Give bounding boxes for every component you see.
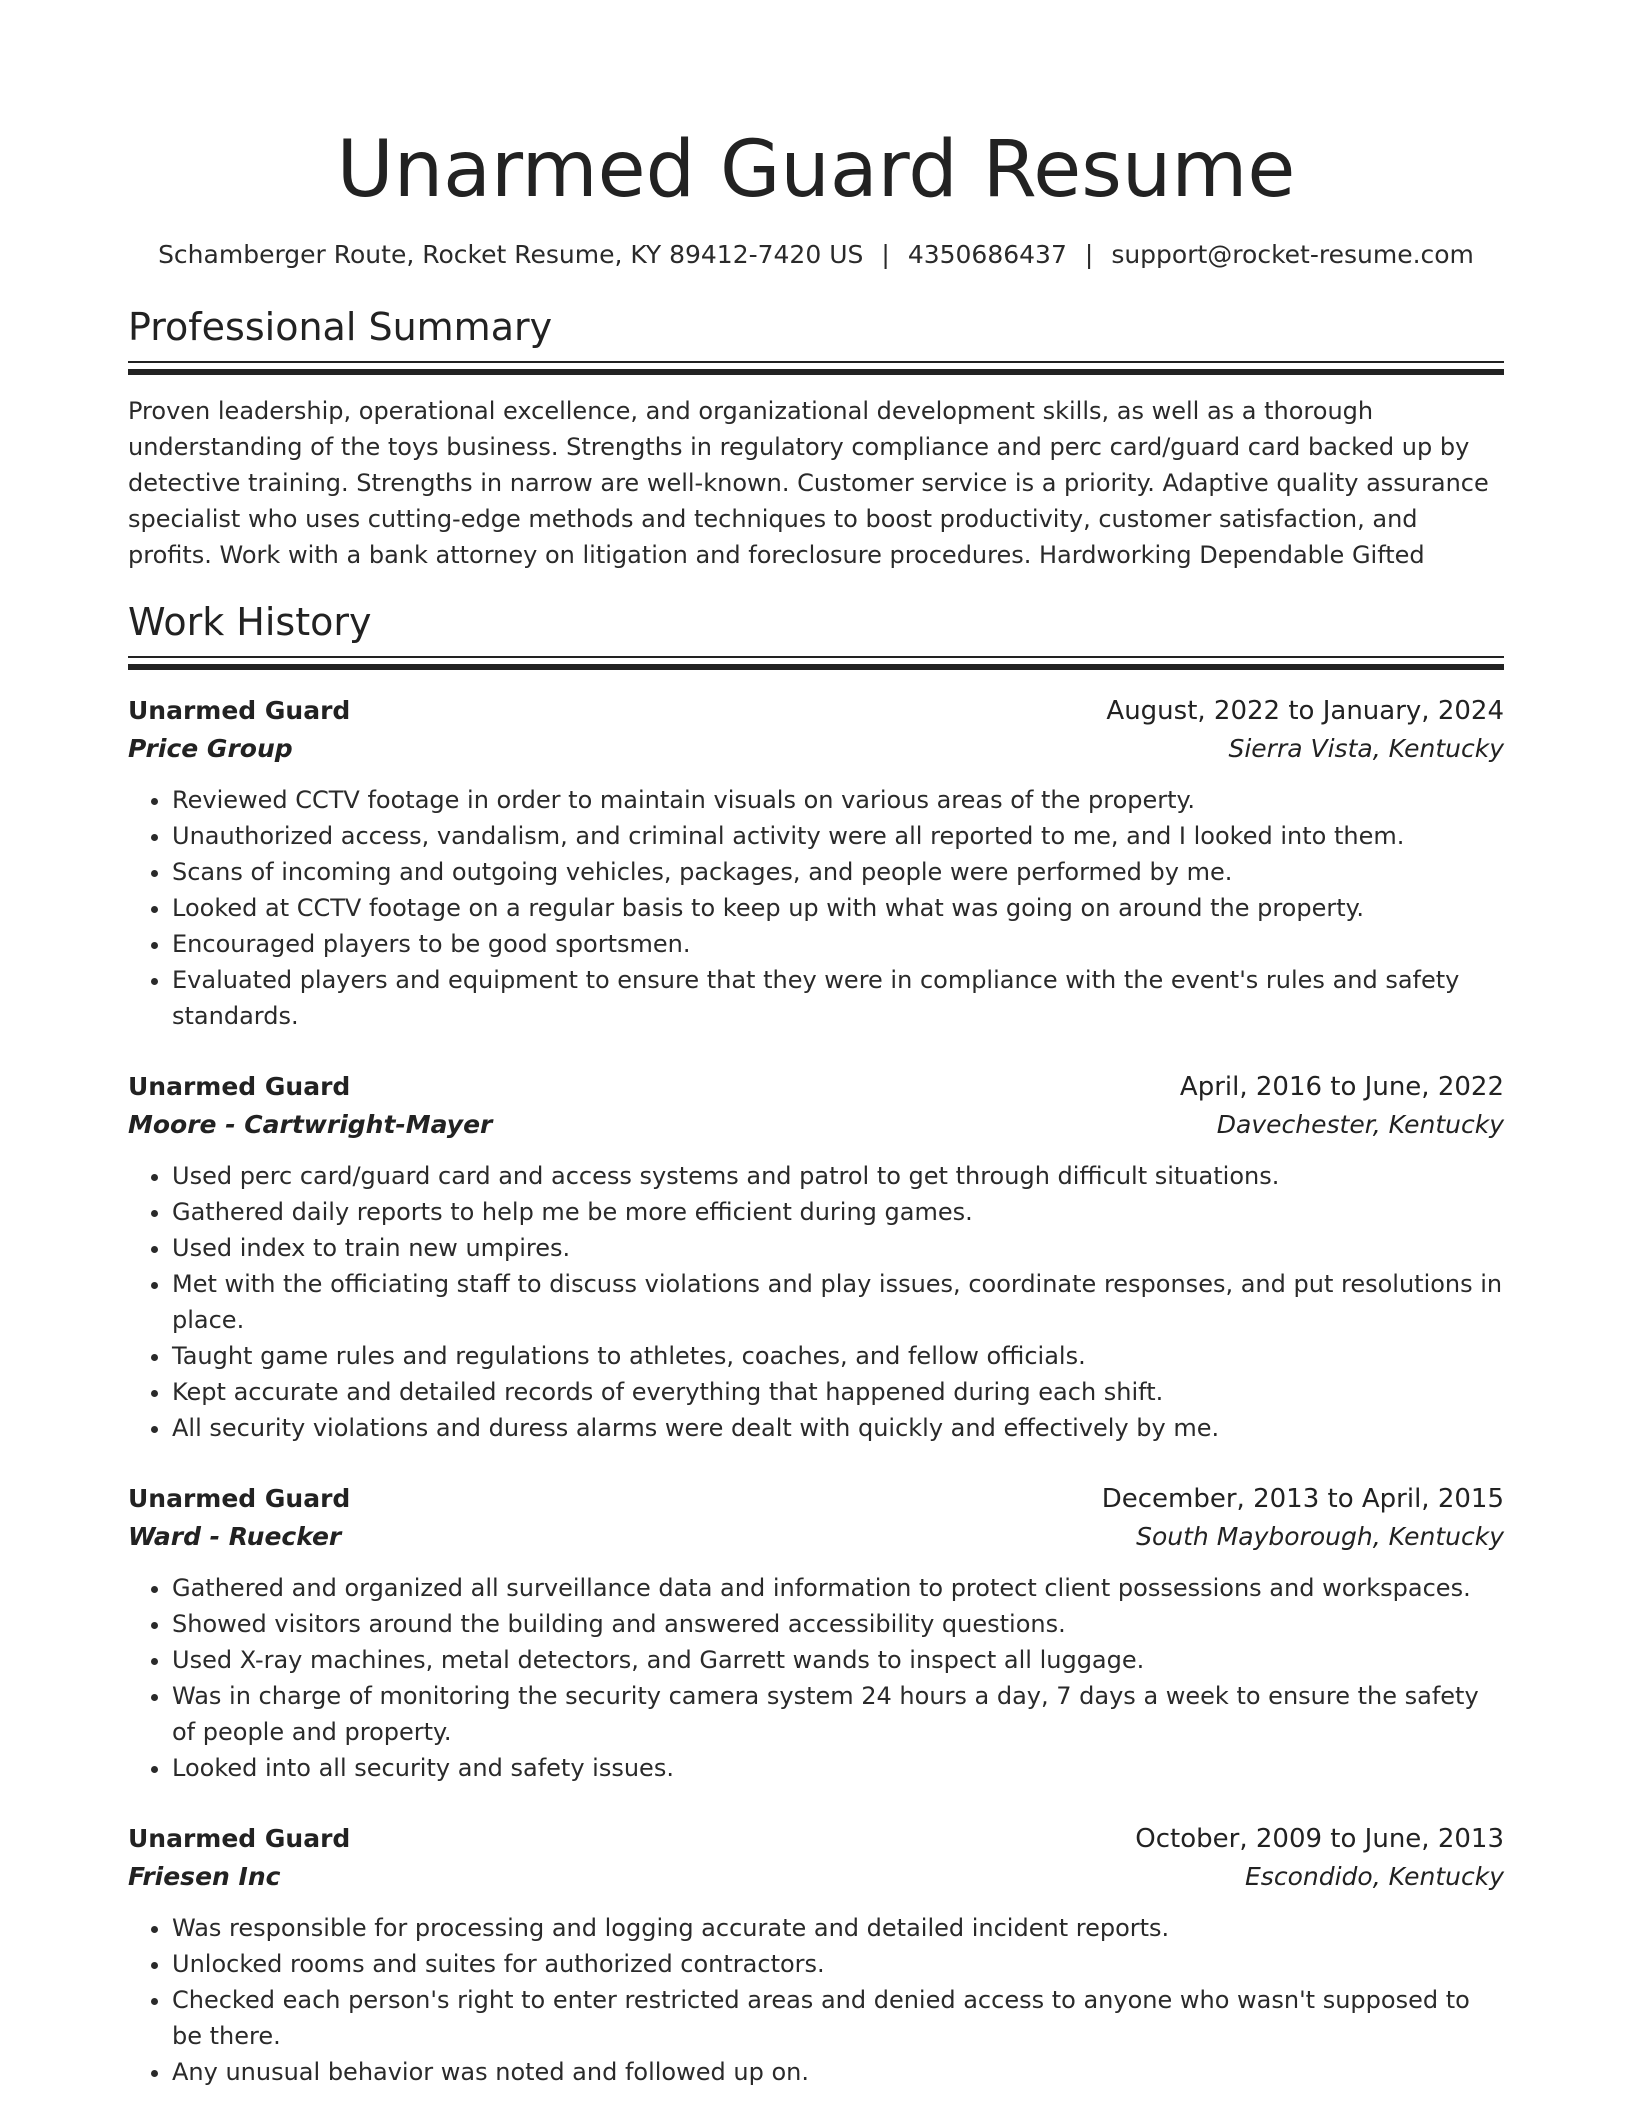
job-bullet: • Looked at CCTV footage on a regular basis to keep up with what was going on around the property. — [172, 890, 1504, 926]
job-bullet: • Used perc card/guard card and access systems and patrol to get through difficult situations. — [172, 1158, 1504, 1194]
job-bullet: • Used index to train new umpires. — [172, 1230, 1504, 1266]
job-bullets — [128, 1570, 1504, 1786]
job-location: Escondido, Kentucky — [1245, 1862, 1504, 1891]
job-title: Unarmed Guard — [128, 1072, 351, 1101]
summary-paragraph: Proven leadership, operational excellence, and organizational development skills, as well as a thorough understanding of the toys business. Strengths in regulatory compliance and perc card/guard card backed up by detective training. Strengths in narrow are well-known. Customer service is a priority. Adaptive quality assurance specialist who uses cutting-edge methods and techniques to boost productivity, customer satisfaction, and profits. Work with a bank attorney on litigation and foreclosure procedures. Hardworking Dependable Gifted — [128, 397, 1489, 569]
job-title: Unarmed Guard — [128, 1484, 351, 1513]
job-bullet: • Taught game rules and regulations to athletes, coaches, and fellow officials. — [172, 1338, 1504, 1374]
resume-page — [128, 0, 1504, 2090]
job-dates: October, 2009 to June, 2013 — [1135, 1824, 1504, 1854]
professional-summary-section — [128, 304, 1504, 573]
job-company: Price Group — [128, 734, 293, 763]
section-heading: Work History — [128, 600, 372, 644]
job-bullet: • Looked into all security and safety issues. — [172, 1750, 1504, 1786]
job-entry — [128, 1480, 1504, 1786]
contact-separator: | — [881, 240, 890, 269]
job-bullet: • Reviewed CCTV footage in order to maintain visuals on various areas of the property. — [172, 782, 1504, 818]
job-dates: August, 2022 to January, 2024 — [1106, 696, 1504, 726]
job-bullet: • Scans of incoming and outgoing vehicles, packages, and people were performed by me. — [172, 854, 1504, 890]
job-company: Friesen Inc — [128, 1862, 281, 1891]
job-bullet: • Was in charge of monitoring the security camera system 24 hours a day, 7 days a week to ensure the safety of people and property. — [172, 1678, 1504, 1750]
job-company: Ward - Ruecker — [128, 1522, 342, 1551]
job-bullets — [128, 782, 1504, 1034]
resume-title: Unarmed Guard Resume — [336, 125, 1296, 215]
job-entry — [128, 1820, 1504, 2090]
job-entry — [128, 692, 1504, 1034]
job-bullet: • Kept accurate and detailed records of everything that happened during each shift. — [172, 1374, 1504, 1410]
job-bullets — [128, 1158, 1504, 1446]
section-heading: Professional Summary — [128, 305, 553, 349]
section-divider — [128, 361, 1504, 377]
job-company: Moore - Cartwright-Mayer — [128, 1110, 493, 1139]
job-dates: December, 2013 to April, 2015 — [1101, 1484, 1504, 1514]
job-bullet: • Gathered daily reports to help me be more efficient during games. — [172, 1194, 1504, 1230]
job-title: Unarmed Guard — [128, 696, 351, 725]
job-location: South Mayborough, Kentucky — [1136, 1522, 1504, 1551]
job-bullet: • Unlocked rooms and suites for authorized contractors. — [172, 1946, 1504, 1982]
job-bullet: • All security violations and duress alarms were dealt with quickly and effectively by me. — [172, 1410, 1504, 1446]
job-bullet: • Checked each person's right to enter restricted areas and denied access to anyone who wasn't supposed to be there. — [172, 1982, 1504, 2054]
contact-phone: 4350686437 — [907, 240, 1067, 269]
work-history-section — [128, 599, 1504, 2090]
job-bullet: • Encouraged players to be good sportsmen. — [172, 926, 1504, 962]
job-bullet: • Used X-ray machines, metal detectors, and Garrett wands to inspect all luggage. — [172, 1642, 1504, 1678]
job-location: Sierra Vista, Kentucky — [1228, 734, 1504, 763]
section-divider — [128, 656, 1504, 672]
job-dates: April, 2016 to June, 2022 — [1179, 1072, 1504, 1102]
contact-email: support@rocket-resume.com — [1111, 240, 1474, 269]
job-location: Davechester, Kentucky — [1216, 1110, 1504, 1139]
job-bullet: • Unauthorized access, vandalism, and criminal activity were all reported to me, and I looked into them. — [172, 818, 1504, 854]
contact-line — [128, 238, 1504, 272]
job-bullet: • Gathered and organized all surveillance data and information to protect client possessions and workspaces. — [172, 1570, 1504, 1606]
job-entry — [128, 1068, 1504, 1446]
job-bullet: • Evaluated players and equipment to ensure that they were in compliance with the event's rules and safety standards. — [172, 962, 1504, 1034]
job-bullet: • Was responsible for processing and logging accurate and detailed incident reports. — [172, 1910, 1504, 1946]
job-bullet: • Showed visitors around the building and answered accessibility questions. — [172, 1606, 1504, 1642]
contact-separator: | — [1084, 240, 1094, 269]
contact-address: Schamberger Route, Rocket Resume, KY 89412-7420 US — [158, 240, 864, 269]
job-bullets — [128, 1910, 1504, 2090]
job-bullet: • Met with the officiating staff to discuss violations and play issues, coordinate responses, and put resolutions in place. — [172, 1266, 1504, 1338]
job-title: Unarmed Guard — [128, 1824, 351, 1853]
job-bullet: • Any unusual behavior was noted and followed up on. — [172, 2054, 1504, 2090]
